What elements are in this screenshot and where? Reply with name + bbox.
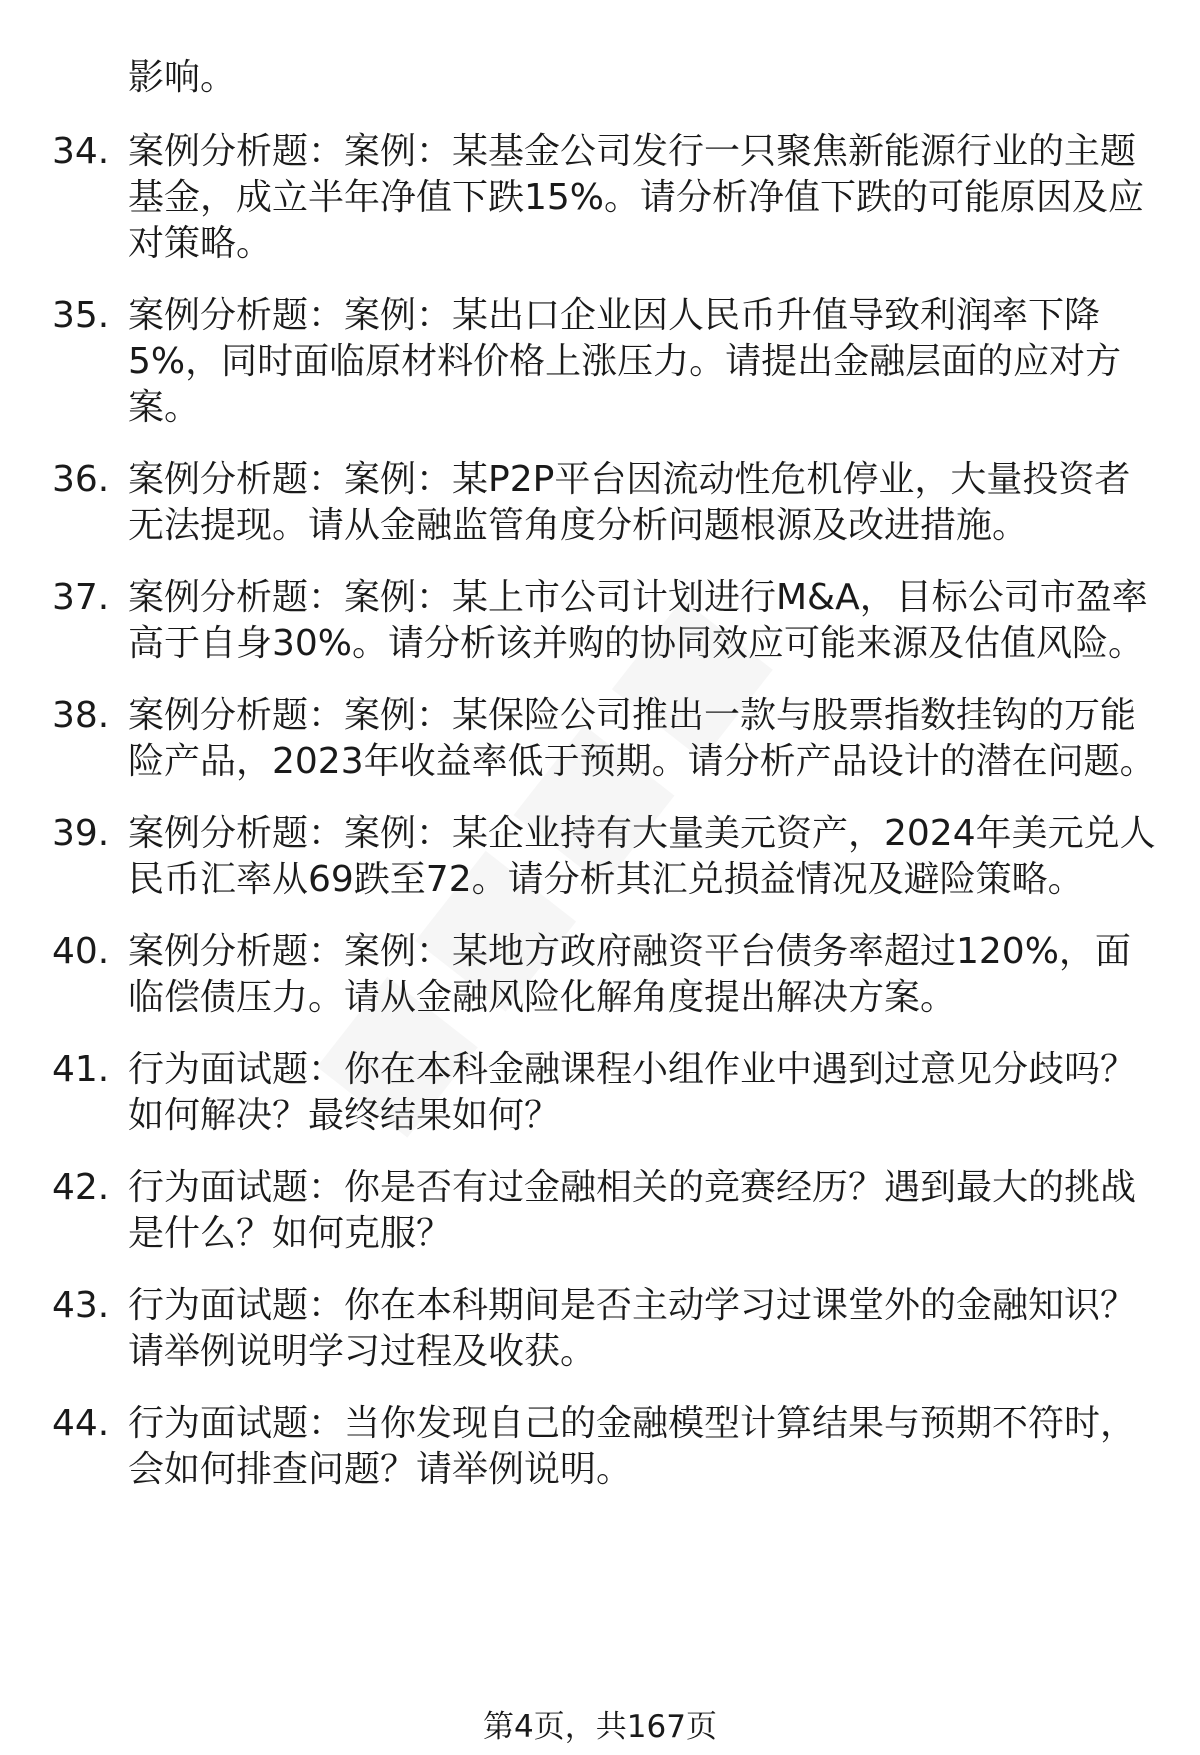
question-text: 案例分析题：案例：某上市公司计划进行M&A，目标公司市盈率高于自身30%。请分析该并购的协同效应可能来源及估值风险。 bbox=[128, 577, 1148, 664]
question-item-43 bbox=[52, 1283, 1162, 1375]
question-text: 案例分析题：案例：某基金公司发行一只聚焦新能源行业的主题基金，成立半年净值下跌15%。请分析净值下跌的可能原因及应对策略。 bbox=[128, 131, 1145, 264]
question-text: 案例分析题：案例：某保险公司推出一款与股票指数挂钩的万能险产品，2023年收益率低于预期。请分析产品设计的潜在问题。 bbox=[128, 695, 1156, 782]
question-number: 41. bbox=[52, 1049, 110, 1090]
question-text: 行为面试题：你在本科金融课程小组作业中遇到过意见分歧吗？如何解决？最终结果如何？ bbox=[128, 1049, 1137, 1136]
question-number: 43. bbox=[52, 1285, 110, 1326]
question-number: 44. bbox=[52, 1403, 110, 1444]
question-number: 42. bbox=[52, 1167, 110, 1208]
question-text: 案例分析题：案例：某企业持有大量美元资产，2024年美元兑人民币汇率从69跌至72。请分析其汇兑损益情况及避险策略。 bbox=[128, 813, 1156, 900]
question-item-42 bbox=[52, 1165, 1162, 1257]
question-text: 案例分析题：案例：某出口企业因人民币升值导致利润率下降5%，同时面临原材料价格上涨压力。请提出金融层面的应对方案。 bbox=[128, 295, 1122, 428]
continued-question-text: 影响。 bbox=[128, 57, 237, 98]
question-number: 38. bbox=[52, 695, 110, 736]
question-item-39 bbox=[52, 811, 1162, 903]
page-footer: 第4页，共167页 bbox=[483, 1709, 717, 1745]
question-item-37 bbox=[52, 575, 1162, 667]
question-item-44 bbox=[52, 1401, 1162, 1493]
question-item-34 bbox=[52, 129, 1162, 267]
question-text: 行为面试题：当你发现自己的金融模型计算结果与预期不符时，会如何排查问题？请举例说明。 bbox=[128, 1403, 1137, 1490]
question-text: 行为面试题：你在本科期间是否主动学习过课堂外的金融知识？请举例说明学习过程及收获。 bbox=[128, 1285, 1137, 1372]
question-text: 案例分析题：案例：某地方政府融资平台债务率超过120%，面临偿债压力。请从金融风险化解角度提出解决方案。 bbox=[128, 931, 1131, 1018]
question-number: 37. bbox=[52, 577, 110, 618]
question-item-35 bbox=[52, 293, 1162, 431]
question-number: 39. bbox=[52, 813, 110, 854]
question-text: 案例分析题：案例：某P2P平台因流动性危机停业，大量投资者无法提现。请从金融监管角度分析问题根源及改进措施。 bbox=[128, 459, 1131, 546]
question-number: 40. bbox=[52, 931, 110, 972]
question-item-36 bbox=[52, 457, 1162, 549]
question-number: 36. bbox=[52, 459, 110, 500]
question-item-38 bbox=[52, 693, 1162, 785]
question-text: 行为面试题：你是否有过金融相关的竞赛经历？遇到最大的挑战是什么？如何克服？ bbox=[128, 1167, 1137, 1254]
question-number: 35. bbox=[52, 295, 110, 336]
question-number: 34. bbox=[52, 131, 110, 172]
question-item-40 bbox=[52, 929, 1162, 1021]
question-list bbox=[52, 55, 1162, 1519]
question-item-41 bbox=[52, 1047, 1162, 1139]
